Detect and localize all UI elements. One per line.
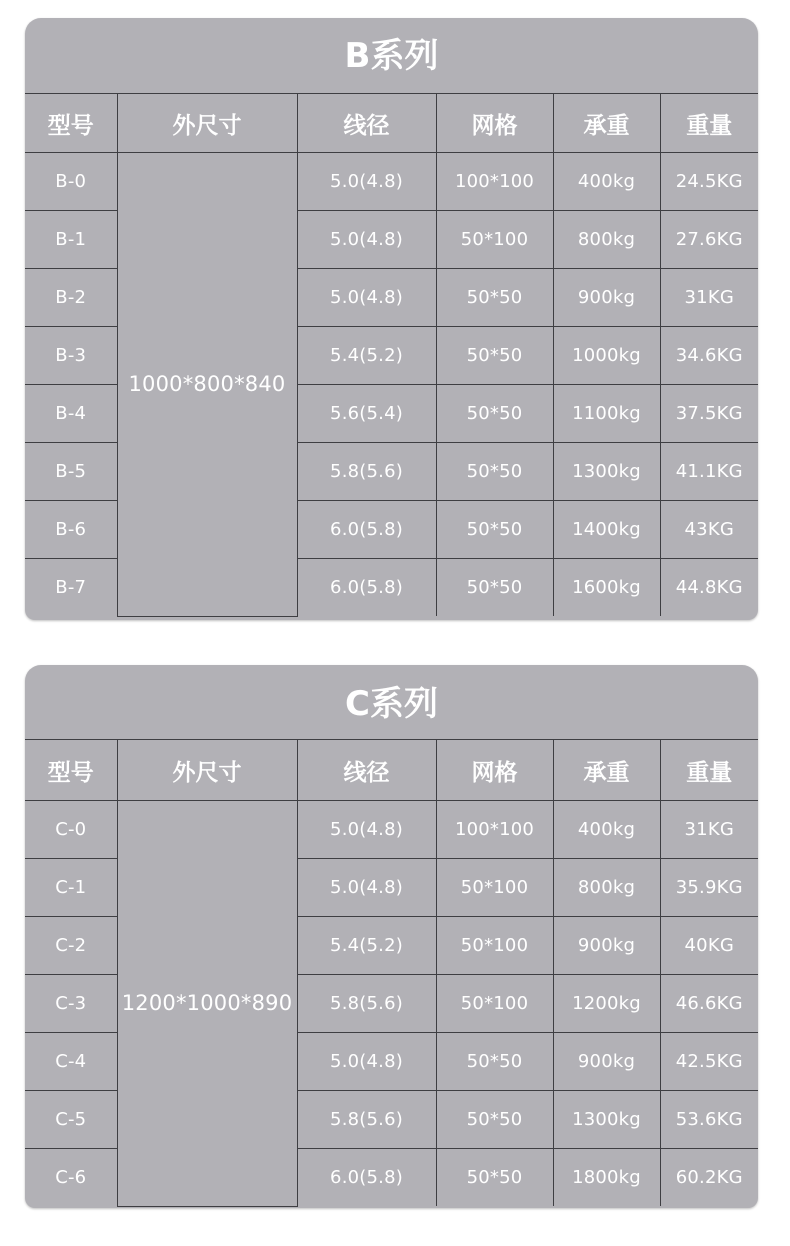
header-load: 承重 (553, 94, 660, 153)
mesh-cell: 50*100 (436, 917, 553, 975)
mesh-cell: 50*50 (436, 269, 553, 327)
load-cell: 900kg (553, 1033, 660, 1091)
wire-cell: 6.0(5.8) (297, 1149, 436, 1207)
mesh-cell: 100*100 (436, 153, 553, 211)
mesh-cell: 50*50 (436, 1033, 553, 1091)
wire-cell: 5.0(4.8) (297, 153, 436, 211)
model-cell: B-3 (25, 327, 117, 385)
load-cell: 1400kg (553, 501, 660, 559)
mesh-cell: 50*50 (436, 385, 553, 443)
header-load: 承重 (553, 740, 660, 801)
wire-cell: 5.0(4.8) (297, 1033, 436, 1091)
wire-cell: 5.4(5.2) (297, 327, 436, 385)
b-series-title: B系列 (344, 36, 439, 76)
wire-cell: 5.0(4.8) (297, 859, 436, 917)
wire-cell: 6.0(5.8) (297, 559, 436, 617)
load-cell: 800kg (553, 211, 660, 269)
weight-cell: 53.6KG (660, 1091, 758, 1149)
model-cell: C-2 (25, 917, 117, 975)
weight-cell: 41.1KG (660, 443, 758, 501)
load-cell: 1000kg (553, 327, 660, 385)
load-cell: 1600kg (553, 559, 660, 617)
header-row (25, 94, 758, 153)
wire-cell: 5.6(5.4) (297, 385, 436, 443)
mesh-cell: 50*50 (436, 501, 553, 559)
model-cell: B-2 (25, 269, 117, 327)
wire-cell: 5.0(4.8) (297, 801, 436, 859)
mesh-cell: 50*100 (436, 211, 553, 269)
model-cell: B-1 (25, 211, 117, 269)
c-series-title: C系列 (345, 684, 438, 724)
wire-cell: 5.0(4.8) (297, 269, 436, 327)
load-cell: 1100kg (553, 385, 660, 443)
model-cell: C-4 (25, 1033, 117, 1091)
mesh-cell: 50*50 (436, 559, 553, 617)
table-row (25, 153, 758, 211)
weight-cell: 27.6KG (660, 211, 758, 269)
header-weight: 重量 (660, 740, 758, 801)
header-wire-diameter: 线径 (297, 94, 436, 153)
wire-cell: 5.0(4.8) (297, 211, 436, 269)
weight-cell: 40KG (660, 917, 758, 975)
weight-cell: 31KG (660, 269, 758, 327)
wire-cell: 5.8(5.6) (297, 975, 436, 1033)
mesh-cell: 50*50 (436, 1091, 553, 1149)
model-cell: B-6 (25, 501, 117, 559)
load-cell: 1300kg (553, 1091, 660, 1149)
load-cell: 400kg (553, 153, 660, 211)
load-cell: 400kg (553, 801, 660, 859)
load-cell: 900kg (553, 269, 660, 327)
mesh-cell: 50*50 (436, 1149, 553, 1207)
wire-cell: 5.8(5.6) (297, 443, 436, 501)
model-cell: B-7 (25, 559, 117, 617)
table-row (25, 801, 758, 859)
wire-cell: 6.0(5.8) (297, 501, 436, 559)
header-size: 外尺寸 (117, 94, 297, 153)
weight-cell: 31KG (660, 801, 758, 859)
b-series-table (25, 93, 758, 617)
header-mesh: 网格 (436, 740, 553, 801)
load-cell: 900kg (553, 917, 660, 975)
mesh-cell: 100*100 (436, 801, 553, 859)
weight-cell: 42.5KG (660, 1033, 758, 1091)
header-model: 型号 (25, 740, 117, 801)
header-mesh: 网格 (436, 94, 553, 153)
size-cell: 1000*800*840 (117, 153, 297, 617)
model-cell: C-5 (25, 1091, 117, 1149)
mesh-cell: 50*100 (436, 975, 553, 1033)
model-cell: B-0 (25, 153, 117, 211)
c-series-panel (25, 665, 758, 1208)
weight-cell: 35.9KG (660, 859, 758, 917)
mesh-cell: 50*50 (436, 327, 553, 385)
weight-cell: 44.8KG (660, 559, 758, 617)
weight-cell: 46.6KG (660, 975, 758, 1033)
weight-cell: 60.2KG (660, 1149, 758, 1207)
model-cell: B-5 (25, 443, 117, 501)
model-cell: B-4 (25, 385, 117, 443)
mesh-cell: 50*50 (436, 443, 553, 501)
wire-cell: 5.8(5.6) (297, 1091, 436, 1149)
size-cell: 1200*1000*890 (117, 801, 297, 1207)
load-cell: 1800kg (553, 1149, 660, 1207)
load-cell: 800kg (553, 859, 660, 917)
weight-cell: 24.5KG (660, 153, 758, 211)
model-cell: C-6 (25, 1149, 117, 1207)
mesh-cell: 50*100 (436, 859, 553, 917)
weight-cell: 34.6KG (660, 327, 758, 385)
header-row (25, 740, 758, 801)
c-series-table (25, 739, 758, 1207)
wire-cell: 5.4(5.2) (297, 917, 436, 975)
load-cell: 1300kg (553, 443, 660, 501)
model-cell: C-1 (25, 859, 117, 917)
header-wire-diameter: 线径 (297, 740, 436, 801)
header-size: 外尺寸 (117, 740, 297, 801)
weight-cell: 43KG (660, 501, 758, 559)
load-cell: 1200kg (553, 975, 660, 1033)
model-cell: C-0 (25, 801, 117, 859)
b-series-panel (25, 18, 758, 620)
header-model: 型号 (25, 94, 117, 153)
header-weight: 重量 (660, 94, 758, 153)
weight-cell: 37.5KG (660, 385, 758, 443)
model-cell: C-3 (25, 975, 117, 1033)
